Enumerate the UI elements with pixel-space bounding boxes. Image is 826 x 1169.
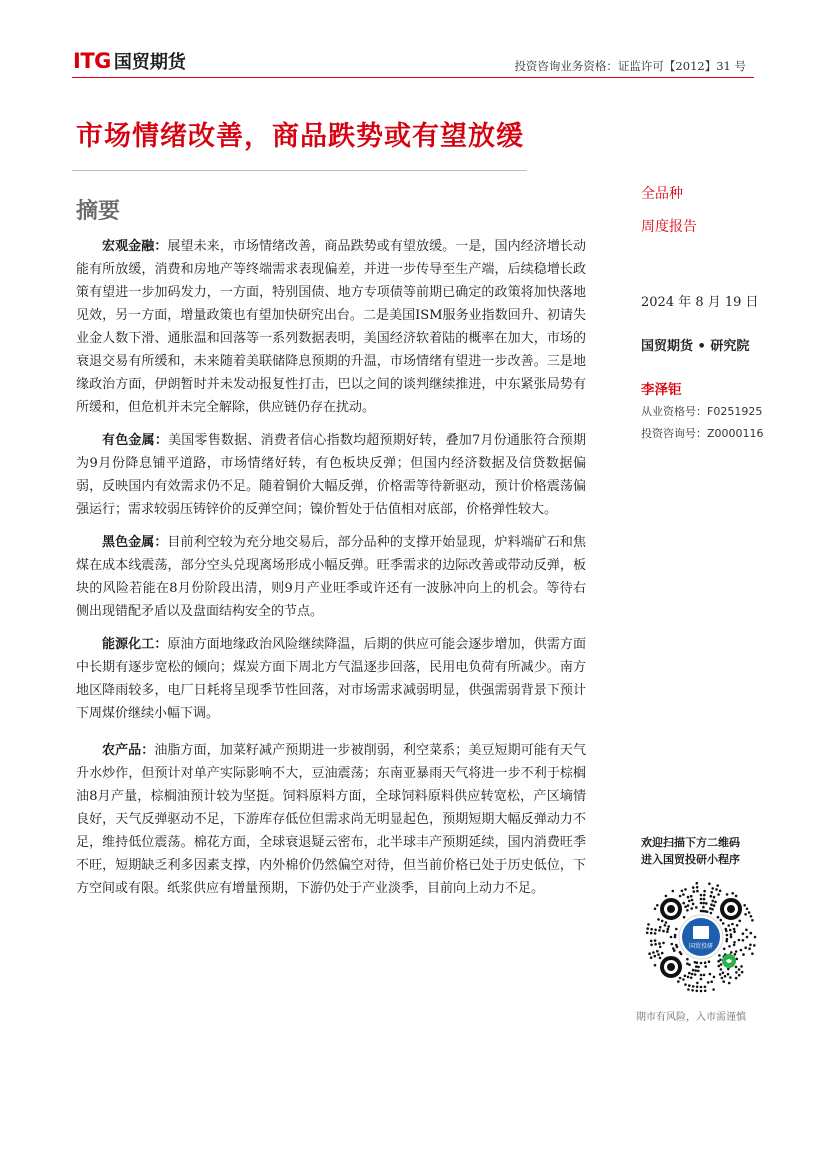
section-macro xyxy=(76,235,586,419)
consult-label: 投资咨询号： xyxy=(641,427,707,440)
section-label: 有色金属： xyxy=(102,433,169,448)
section-label: 黑色金属： xyxy=(102,535,168,550)
sidebar-date: 2024 年 8 月 19 日 xyxy=(641,295,759,310)
logo-name: 国贸期货 xyxy=(113,52,186,73)
section-label: 能源化工： xyxy=(102,637,168,652)
consult-value: Z0000116 xyxy=(707,427,764,440)
qr-intro-line2: 进入国贸投研小程序 xyxy=(641,853,740,866)
abstract-heading: 摘要 xyxy=(76,198,121,224)
risk-warning: 期市有风险，入市需谨慎 xyxy=(636,1012,746,1023)
section-nonferrous xyxy=(76,429,586,521)
sidebar-report-type: 周度报告 xyxy=(641,219,697,235)
sidebar-category: 全品种 xyxy=(641,186,683,202)
sidebar-cert xyxy=(641,403,771,419)
section-text: 美国零售数据、消费者信心指数均超预期好转，叠加7月份通胀符合预期为9月份降息铺平道路，市场情绪好转，有色板块反弹；但国内经济数据及信贷数据偏弱，反映国内有效需求仍不足。随着铜价大幅反弹，价格需等待新驱动，预计价格震荡偏强运行；需求较弱压铸锌价的反弹空间；镍价暂处于估值相对底部，价格弹性较大。 xyxy=(76,433,586,517)
header-divider xyxy=(72,77,754,78)
cert-label: 从业资格号： xyxy=(641,405,707,418)
section-label: 宏观金融： xyxy=(102,239,168,254)
brand-logo xyxy=(73,48,186,74)
section-text: 目前利空较为充分地交易后，部分品种的支撑开始显现，炉料端矿石和焦煤在成本线震荡，部分空头兑现离场形成小幅反弹。旺季需求的边际改善或带动反弹，板块的风险若能在8月份阶段出清，则9月产业旺季或许还有一波脉冲向上的机会。等待右侧出现错配矛盾以及盘面结构安全的节点。 xyxy=(76,535,586,619)
title-divider xyxy=(72,170,527,171)
section-text: 原油方面地缘政治风险继续降温，后期的供应可能会逐步增加，供需方面中长期有逐步宽松的倾向；煤炭方面下周北方气温逐步回落，民用电负荷有所减少。南方地区降雨较多，电厂日耗将呈现季节性回落，对市场需求减弱明显，供强需弱背景下预计下周煤价继续小幅下调。 xyxy=(76,637,586,721)
sidebar-consult xyxy=(641,425,771,441)
section-agri xyxy=(76,739,586,900)
section-label: 农产品： xyxy=(102,743,155,758)
qr-intro-line1: 欢迎扫描下方二维码 xyxy=(641,836,740,849)
section-text: 油脂方面，加菜籽减产预期进一步被削弱，利空菜系；美豆短期可能有天气升水炒作，但预计对单产实际影响不大，豆油震荡；东南亚暴雨天气将进一步不利于棕榈油8月产量，棕榈油预计较为坚挺。饲料原料方面，全球饲料原料供应转宽松，产区墒情良好，天气反弹驱动不足，下游库存低位但需求尚无明显起色，预期短期大幅反弹动力不足，维持低位震荡。棉花方面，全球衰退疑云密布，北半球丰产预期延续，国内消费旺季不旺，短期缺乏利多因素支撑，内外棉价仍然偏空对待，但当前价格已处于历史低位，下方空间或有限。纸浆供应有增量预期，下游仍处于产业淡季，目前向上动力不足。 xyxy=(76,743,586,896)
sidebar-author: 李泽钜 xyxy=(641,382,682,398)
logo-mark: ITG xyxy=(73,49,111,73)
section-text: 展望未来，市场情绪改善，商品跌势或有望放缓。一是，国内经济增长动能有所放缓，消费和房地产等终端需求表现偏差，并进一步传导至生产端，后续稳增长政策有望进一步加码发力，一方面，特别国债、地方专项债等前期已确定的政策将加快落地见效，另一方面，增量政策也有望加快研究出台。二是美国ISM服务业指数回升、初请失业金人数下滑、通胀温和回落等一系列数据表明，美国经济软着陆的概率在加大，市场的衰退交易有所缓和，未来随着美联储降息预期的升温，市场情绪有望进一步改善。三是地缘政治方面，伊朗暂时并未发动报复性打击，巴以之间的谈判继续推进，中东紧张局势有所缓和，但危机并未完全解除，供应链仍存在扰动。 xyxy=(76,239,586,415)
license-text: 投资咨询业务资格：证监许可【2012】31 号 xyxy=(514,59,746,73)
section-ferrous xyxy=(76,531,586,623)
cert-value: F0251925 xyxy=(707,405,763,418)
mini-program-qr-code[interactable] xyxy=(641,877,761,997)
sidebar-org: 国贸期货 • 研究院 xyxy=(641,339,750,354)
section-energy xyxy=(76,633,586,725)
qr-intro xyxy=(641,834,740,868)
report-title: 市场情绪改善，商品跌势或有望放缓 xyxy=(76,121,524,152)
qr-center-label: 国贸投研 xyxy=(688,943,714,950)
abstract-body xyxy=(76,235,586,900)
